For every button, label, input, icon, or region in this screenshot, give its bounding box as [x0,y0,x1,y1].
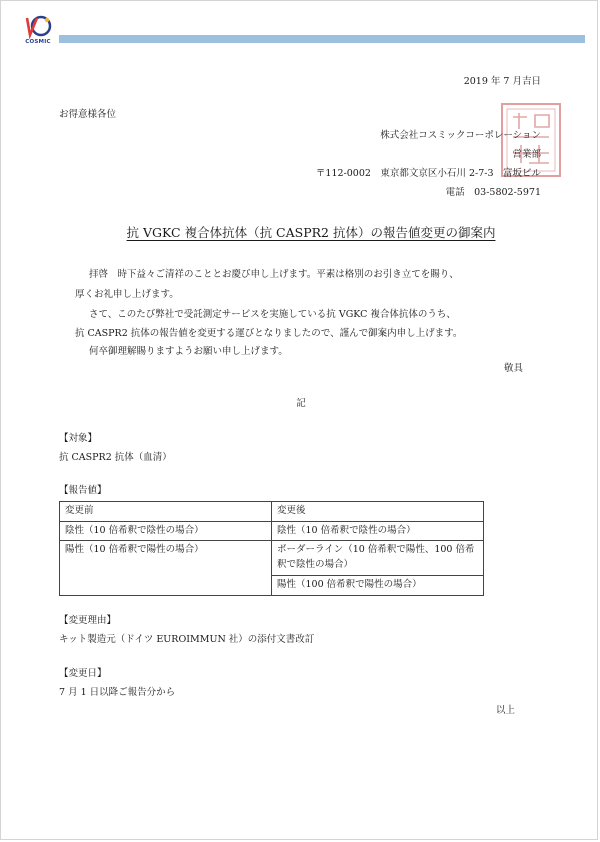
body-paragraph-1-line-2: 厚くお礼申し上げます。 [75,289,179,300]
logo-text: COSMIC [25,39,51,45]
body-paragraph-3: 何卒御理解賜りますようお願い申し上げます。 [89,346,288,357]
positive-after: 陽性（100 倍希釈で陽性の場合） [272,575,484,595]
header-before: 変更前 [60,502,272,522]
header-bar [59,35,585,43]
document-title: 抗 VGKC 複合体抗体（抗 CASPR2 抗体）の報告値変更の御案内 [126,225,496,240]
negative-before: 陰性（10 倍希釈で陰性の場合） [60,521,272,541]
report-heading: 【報告値】 [59,485,107,496]
body-paragraph-1-line-1: 拝啓 時下益々ご清祥のこととお慶び申し上げます。平素は格別のお引き立てを賜り、 [89,269,459,280]
header-after: 変更後 [272,502,484,522]
sender-phone: 電話 03-5802-5971 [445,187,541,198]
recipient: お得意様各位 [59,109,117,120]
sender-company: 株式会社コスミックコーポレーション [380,130,541,141]
positive-before: 陽性（10 倍希釈で陽性の場合） [60,541,272,595]
table-row [60,502,484,522]
reason-heading: 【変更理由】 [59,615,117,626]
body-paragraph-2-line-2: 抗 CASPR2 抗体の報告値を変更する運びとなりましたので、謹んで御案内申し上げます。 [75,328,463,339]
body-paragraph-2-line-1: さて、このたび弊社で受託測定サービスを実施している抗 VGKC 複合体抗体のうち、 [89,309,456,320]
sender-address: 〒112-0002 東京都文京区小石川 2-7-3 富坂ビル [315,168,541,179]
change-date-heading: 【変更日】 [59,668,107,679]
end-ijou: 以上 [495,705,515,716]
reason-value: キット製造元（ドイツ EUROIMMUN 社）の添付文書改訂 [59,634,315,645]
target-value: 抗 CASPR2 抗体（血清） [59,452,172,463]
closing-keigu: 敬具 [503,363,523,374]
borderline-after: ボーダーライン（10 倍希釈で陽性、100 倍希釈で陰性の場合） [272,541,484,575]
report-value-table [59,501,484,596]
sender-department: 営業部 [512,149,541,160]
table-row [60,541,484,575]
ki-marker: 記 [296,398,306,409]
table-row [60,521,484,541]
document-date: 2019 年 7 月吉日 [463,76,541,87]
negative-after: 陰性（10 倍希釈で陰性の場合） [272,521,484,541]
target-heading: 【対象】 [59,433,98,444]
change-date-value: 7 月 1 日以降ご報告分から [59,687,176,698]
